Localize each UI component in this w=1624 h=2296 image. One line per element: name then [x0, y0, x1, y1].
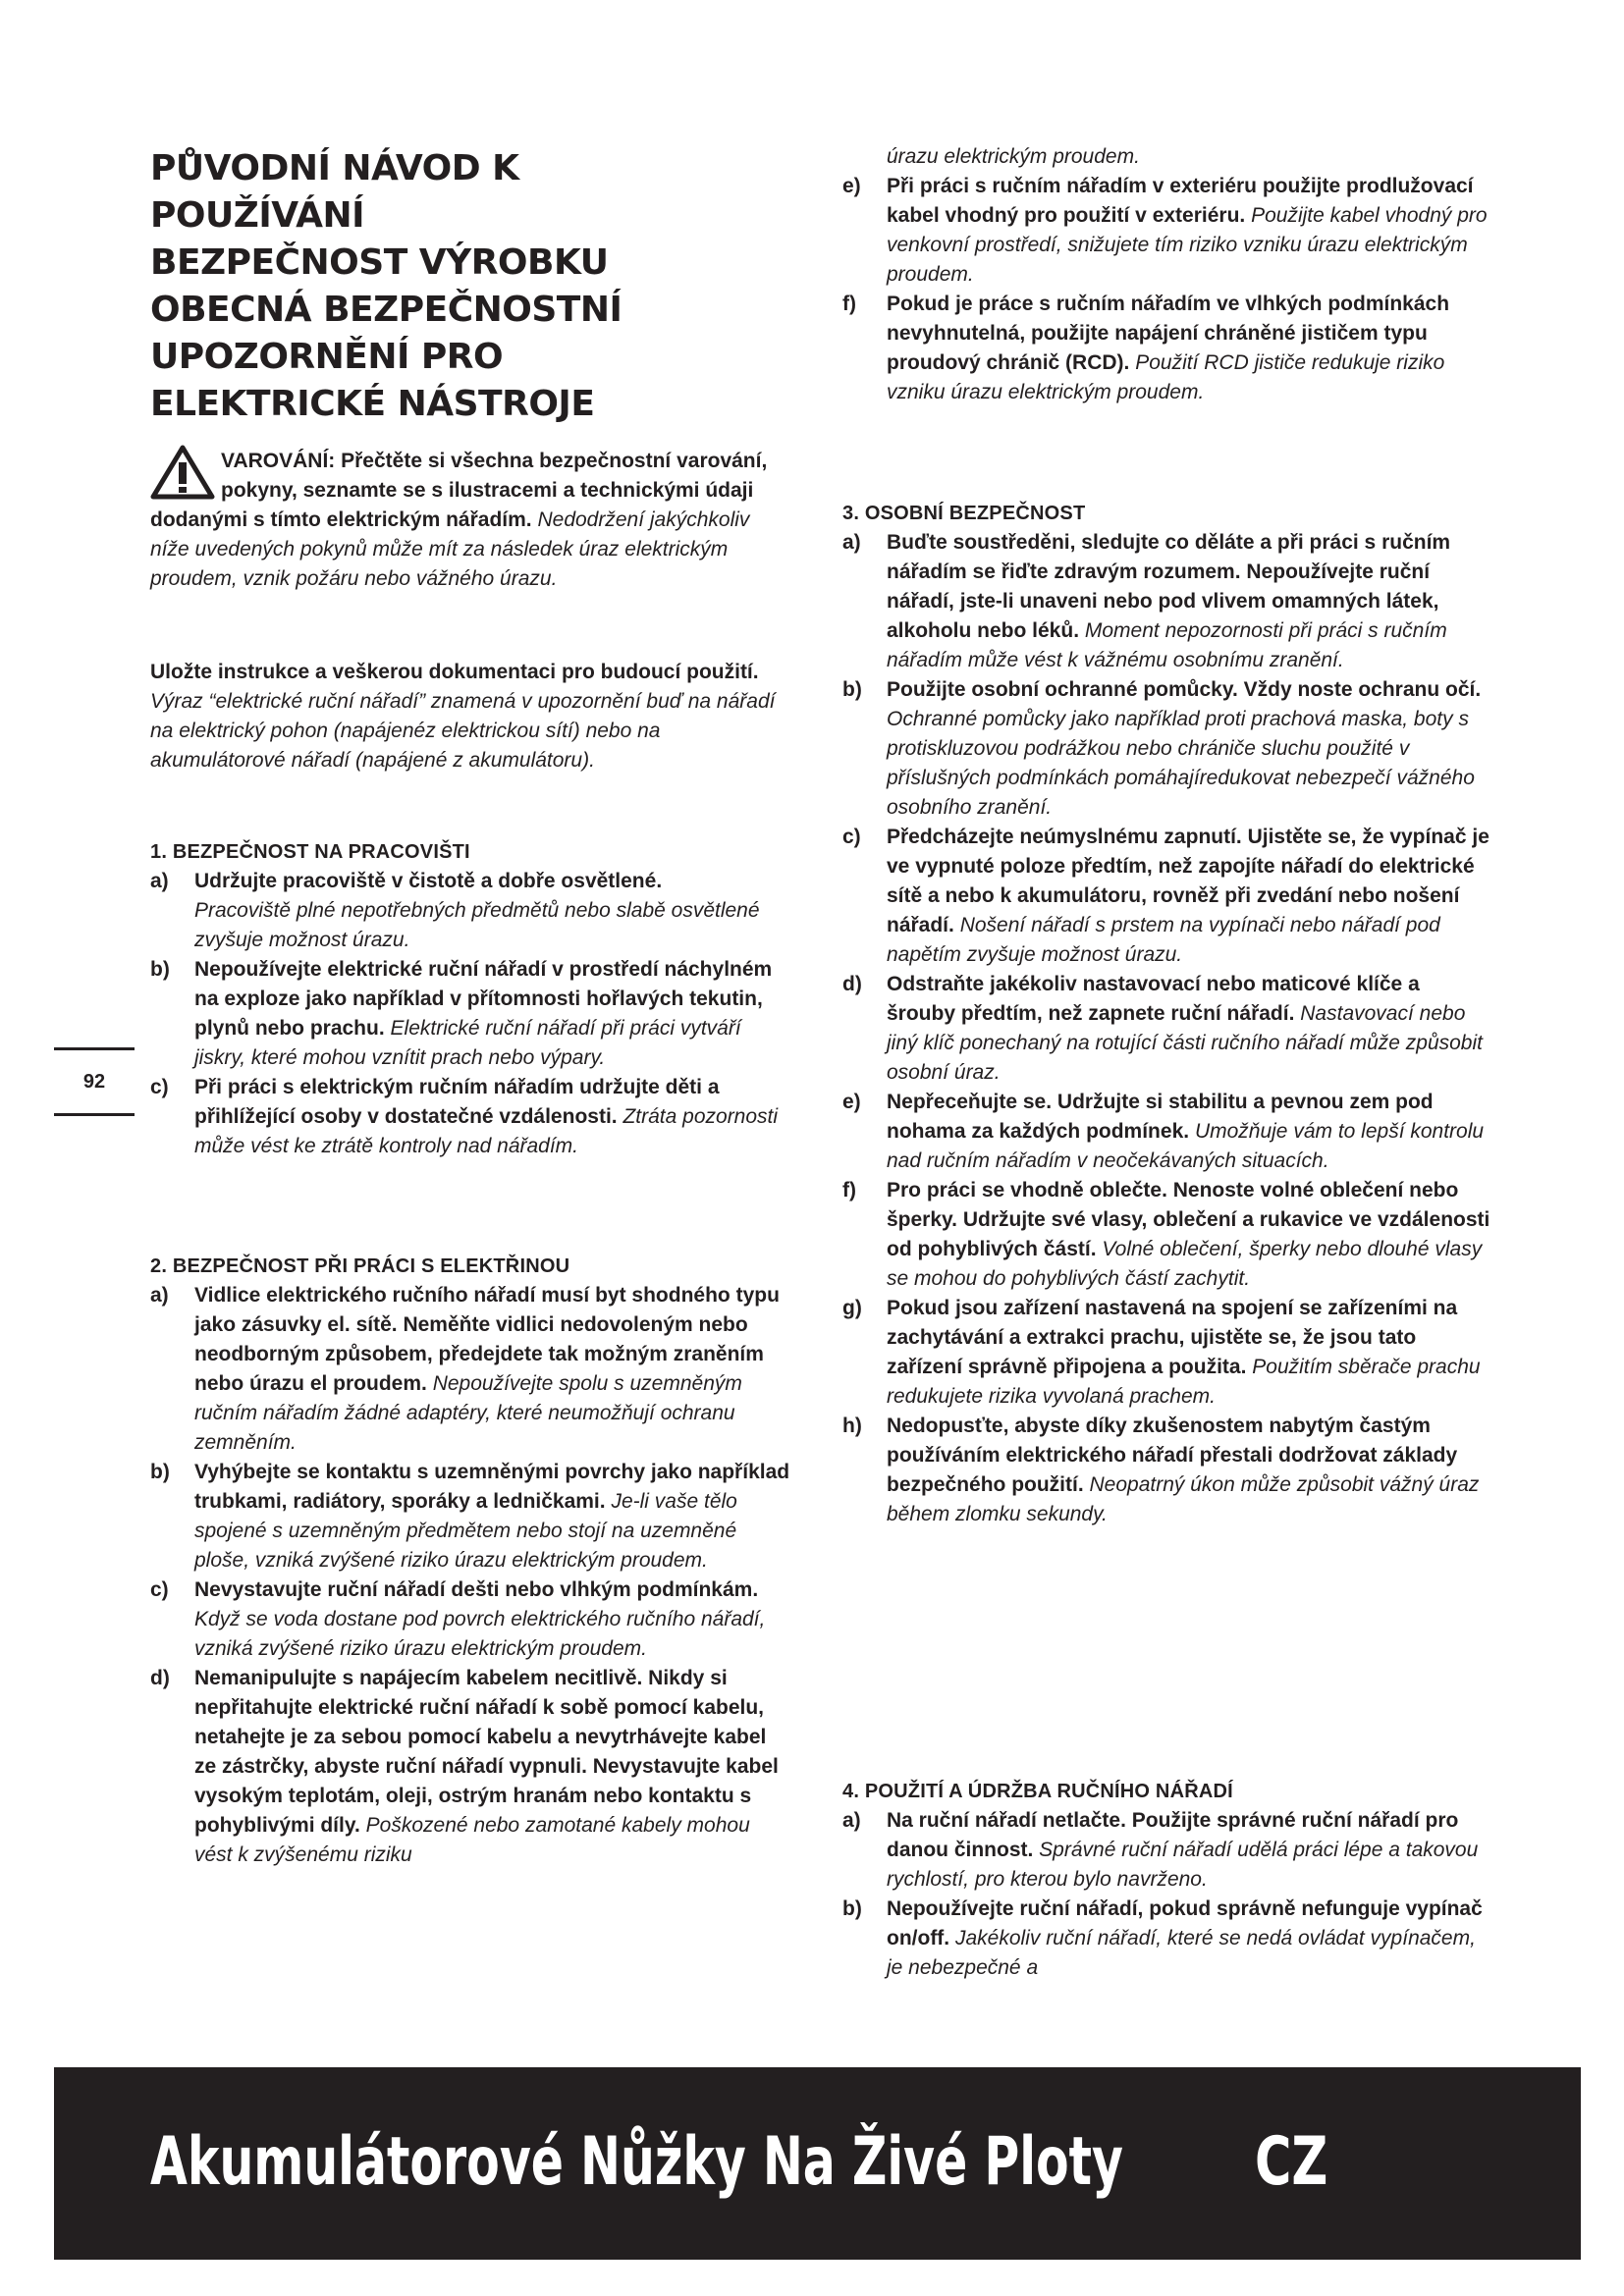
- section-heading: 3. OSOBNÍ BEZPEČNOST: [842, 503, 1086, 524]
- item-italic: Jakékoliv ruční nářadí, které se nedá ovládat vypínačem, je nebezpečné a: [887, 1927, 1476, 1979]
- item-marker: c): [150, 1076, 169, 1098]
- item-bold: Nedopusťte, abyste díky zkušenostem nabytým častým používáním elektrického nářadí přestali dodržovat základy bezpečného použití.: [887, 1415, 1458, 1496]
- item-italic: Ztráta pozornosti může vést ke ztrátě kontroly nad nářadím.: [194, 1105, 779, 1157]
- item-marker: h): [842, 1415, 862, 1437]
- right-column-top: [842, 142, 1490, 407]
- footer-language: CZ: [1255, 2123, 1328, 2201]
- item-marker: a): [842, 1809, 861, 1832]
- section-1: [150, 837, 793, 1161]
- item-marker: b): [150, 1461, 170, 1483]
- title-line: BEZPEČNOST VÝROBKU: [150, 242, 609, 283]
- item-bold: Udržujte pracoviště v čistotě a dobře osvětlené.: [194, 870, 663, 892]
- item-marker: b): [150, 958, 170, 981]
- item-marker: d): [842, 973, 862, 995]
- warning-block: [150, 447, 788, 594]
- item-bold: Pokud je práce s ručním nářadím ve vlhkých podmínkách nevyhnutelná, použijte napájení chráněné jističem typu proudový chránič (RCD).: [887, 293, 1450, 374]
- item-bold: Pokud jsou zařízení nastavená na spojení se zařízeními na zachytávání a extrakci prachu, ujistěte se, že jsou tato zařízení správně připojena a použita.: [887, 1297, 1458, 1378]
- item-bold: Vyhýbejte se kontaktu s uzemněnými povrchy jako například trubkami, radiátory, sporáky a ledničkami.: [194, 1461, 790, 1513]
- list-item: [842, 1895, 1490, 1983]
- item-marker: c): [842, 826, 861, 848]
- item-bold: Při práci s elektrickým ručním nářadím udržujte děti a přihlížející osoby v dostatečné vzdálenosti.: [194, 1076, 720, 1128]
- item-italic: Ochranné pomůcky jako například proti prachová maska, boty s protiskluzovou podrážkou nebo chrániče sluchu použité v příslušných podmínkách pomáhajíredukovat nebezpečí vážného osobního zranění.: [887, 708, 1475, 819]
- item-bold: Nepřeceňujte se. Udržujte si stabilitu a pevnou zem pod nohama za každých podmínek.: [887, 1091, 1434, 1143]
- item-italic: Nepoužívejte spolu s uzemněným ručním nářadím žádné adaptéry, které neumožňují ochranu zemněním.: [194, 1372, 742, 1454]
- item-italic: Použijte kabel vhodný pro venkovní prostředí, snižujete tím riziko vzniku úrazu elektrickým proudem.: [887, 204, 1488, 286]
- list-item: [842, 172, 1490, 290]
- item-italic: Pracoviště plné nepotřebných předmětů nebo slabě osvětlené zvyšuje možnost úrazu.: [194, 899, 760, 951]
- item-italic: Použitím sběrače prachu redukujete rizika vyvolaná prachem.: [887, 1356, 1481, 1408]
- list-item: [150, 1664, 793, 1870]
- item-bold: Nepoužívejte elektrické ruční nářadí v prostředí náchylném na exploze jako například v přítomnosti hořlavých tekutin, plynů nebo prachu.: [194, 958, 773, 1040]
- warning-note: Nedodržení jakýchkoliv níže uvedených pokynů může mít za následek úraz elektrickým proudem, vznik požáru nebo vážného úrazu.: [150, 508, 750, 590]
- item-italic: Je-li vaše tělo spojené s uzemněným předmětem nebo stojí na uzemněné ploše, vzniká zvýšené riziko úrazu elektrickým proudem.: [194, 1490, 737, 1572]
- item-marker: f): [842, 293, 856, 315]
- item-marker: c): [150, 1578, 169, 1601]
- list-item: [842, 290, 1490, 407]
- list-item: [150, 1458, 793, 1575]
- page-title: [150, 145, 779, 428]
- item-italic: Elektrické ruční nářadí při práci vytváří jiskry, které mohou vznítit prach nebo výpary.: [194, 1017, 741, 1069]
- footer-banner: [54, 2067, 1581, 2260]
- list-item: [150, 867, 793, 955]
- section-4: [842, 1777, 1490, 1983]
- section-heading: 4. POUŽITÍ A ÚDRŽBA RUČNÍHO NÁŘADÍ: [842, 1781, 1233, 1802]
- item-bold: Pro práci se vhodně oblečte. Nenoste volné oblečení nebo šperky. Udržujte své vlasy, oblečení a rukavice ve vzdálenosti od pohyblivých částí.: [887, 1179, 1490, 1260]
- item-bold: Na ruční nářadí netlačte. Použijte správné ruční nářadí pro danou činnost.: [887, 1809, 1459, 1861]
- item-marker: e): [842, 1091, 861, 1113]
- list-item: [150, 955, 793, 1073]
- item-bold: Nevystavujte ruční nářadí dešti nebo vlhkým podmínkám.: [194, 1578, 759, 1601]
- warning-triangle-icon: [150, 445, 215, 500]
- item-italic: Správné ruční nářadí udělá práci lépe a takovou rychlostí, pro kterou bylo navrženo.: [887, 1839, 1479, 1891]
- item-marker: a): [150, 1284, 169, 1307]
- list-item: [842, 675, 1490, 823]
- item-bold: Vidlice elektrického ručního nářadí musí byt shodného typu jako zásuvky el. sítě. Neměňte vidlici nedovoleným nebo neodborným způsobem, předejdete tak možným zraněním nebo úrazu el proudem.: [194, 1284, 780, 1395]
- save-instructions: [150, 658, 788, 775]
- item-italic: Použití RCD jističe redukuje riziko vzniku úrazu elektrickým proudem.: [887, 351, 1445, 403]
- item-bold: Předcházejte neúmyslnému zapnutí. Ujistěte se, že vypínač je ve vypnuté poloze předtím, než zapojíte nářadí do elektrické sítě a nebo k akumulátoru, rovněž při zvedání nebo nošení nářadí.: [887, 826, 1489, 936]
- title-line: PŮVODNÍ NÁVOD K: [150, 148, 519, 188]
- list-item: [842, 1088, 1490, 1176]
- save-heading: Uložte instrukce a veškerou dokumentaci pro budoucí použití.: [150, 661, 759, 683]
- item-marker: f): [842, 1179, 856, 1201]
- item-italic: Moment nepozornosti při práci s ručním nářadím může vést k vážnému osobnímu zranění.: [887, 619, 1447, 671]
- item-italic: Volné oblečení, šperky nebo dlouhé vlasy se mohou do pohyblivých částí zachytit.: [887, 1238, 1483, 1290]
- item-marker: g): [842, 1297, 862, 1319]
- item-marker: e): [842, 175, 861, 197]
- list-item: [150, 1575, 793, 1664]
- item-marker: b): [842, 678, 862, 701]
- footer-title: Akumulátorové Nůžky Na Živé Ploty: [150, 2123, 1123, 2201]
- item-italic: Umožňuje vám to lepší kontrolu nad ručním nářadím v neočekávaných situacích.: [887, 1120, 1485, 1172]
- item-bold: Odstraňte jakékoliv nastavovací nebo maticové klíče a šrouby předtím, než zapnete ruční nářadí.: [887, 973, 1420, 1025]
- item-marker: b): [842, 1897, 862, 1920]
- item-italic: Nošení nářadí s prstem na vypínači nebo nářadí pod napětím zvyšuje možnost úrazu.: [887, 914, 1440, 966]
- page-number: 92: [54, 1047, 135, 1116]
- section-3: [842, 499, 1490, 1529]
- title-line: ELEKTRICKÉ NÁSTROJE: [150, 384, 595, 424]
- item-bold: Nepoužívejte ruční nářadí, pokud správně nefunguje vypínač on/off.: [887, 1897, 1483, 1949]
- list-item: [842, 970, 1490, 1088]
- list-item: [842, 1294, 1490, 1412]
- section-heading: 2. BEZPEČNOST PŘI PRÁCI S ELEKTŘINOU: [150, 1255, 570, 1277]
- item-bold: Nemanipulujte s napájecím kabelem necitlivě. Nikdy si nepřitahujte elektrické ruční nářadí k sobě pomocí kabelu, netahejte je za sebou pomocí kabelu a nevytrhávejte kabel ze zástrčky, abyste ruční nářadí vypnuli. Nevystavujte kabel vysokým teplotám, oleji, ostrým hranám nebo kontaktu s pohyblivými díly.: [194, 1667, 779, 1837]
- title-line: OBECNÁ BEZPEČNOSTNÍ: [150, 290, 623, 330]
- item-italic: Neopatrný úkon může způsobit vážný úraz během zlomku sekundy.: [887, 1473, 1480, 1525]
- title-line: POUŽÍVÁNÍ: [150, 195, 365, 236]
- item-marker: d): [150, 1667, 170, 1689]
- item-marker: a): [150, 870, 169, 892]
- section-2: [150, 1252, 793, 1870]
- item-bold: Při práci s ručním nářadím v exteriéru použijte prodlužovací kabel vhodný pro použití v exteriéru.: [887, 175, 1474, 227]
- continued-text: úrazu elektrickým proudem.: [887, 145, 1140, 168]
- item-bold: Buďte soustředěni, sledujte co děláte a při práci s ručním nářadím se řiďte zdravým rozumem. Nepoužívejte ruční nářadí, jste-li unaveni nebo pod vlivem omamných látek, alkoholu nebo léků.: [887, 531, 1451, 642]
- list-item: [842, 823, 1490, 970]
- list-item: [842, 1806, 1490, 1895]
- list-item: [842, 528, 1490, 675]
- item-italic: Když se voda dostane pod povrch elektrického ručního nářadí, vzniká zvýšené riziko úrazu elektrickým proudem.: [194, 1608, 766, 1660]
- section-heading: 1. BEZPEČNOST NA PRACOVIŠTI: [150, 841, 470, 863]
- item-italic: Nastavovací nebo jiný klíč ponechaný na rotující části ručního nářadí může způsobit osobní úraz.: [887, 1002, 1483, 1084]
- list-item: [842, 1176, 1490, 1294]
- item-marker: a): [842, 531, 861, 554]
- list-item: [150, 1073, 793, 1161]
- list-item: [150, 1281, 793, 1458]
- list-item: [842, 1412, 1490, 1529]
- item-italic: Poškozené nebo zamotané kabely mohou vést k zvýšenému riziku: [194, 1814, 750, 1866]
- title-line: UPOZORNĚNÍ PRO: [150, 337, 504, 377]
- save-note: Výraz “elektrické ruční nářadí” znamená v upozornění buď na nářadí na elektrický pohon (napájenéz elektrickou sítí) nebo na akumulátorové nářadí (napájené z akumulátoru).: [150, 690, 776, 772]
- item-bold: Použijte osobní ochranné pomůcky. Vždy noste ochranu očí.: [887, 678, 1482, 701]
- warning-text: VAROVÁNÍ: Přečtěte si všechna bezpečnostní varování, pokyny, seznamte se s ilustracemi a technickými údaji dodanými s tímto elektrickým nářadím.: [150, 450, 768, 531]
